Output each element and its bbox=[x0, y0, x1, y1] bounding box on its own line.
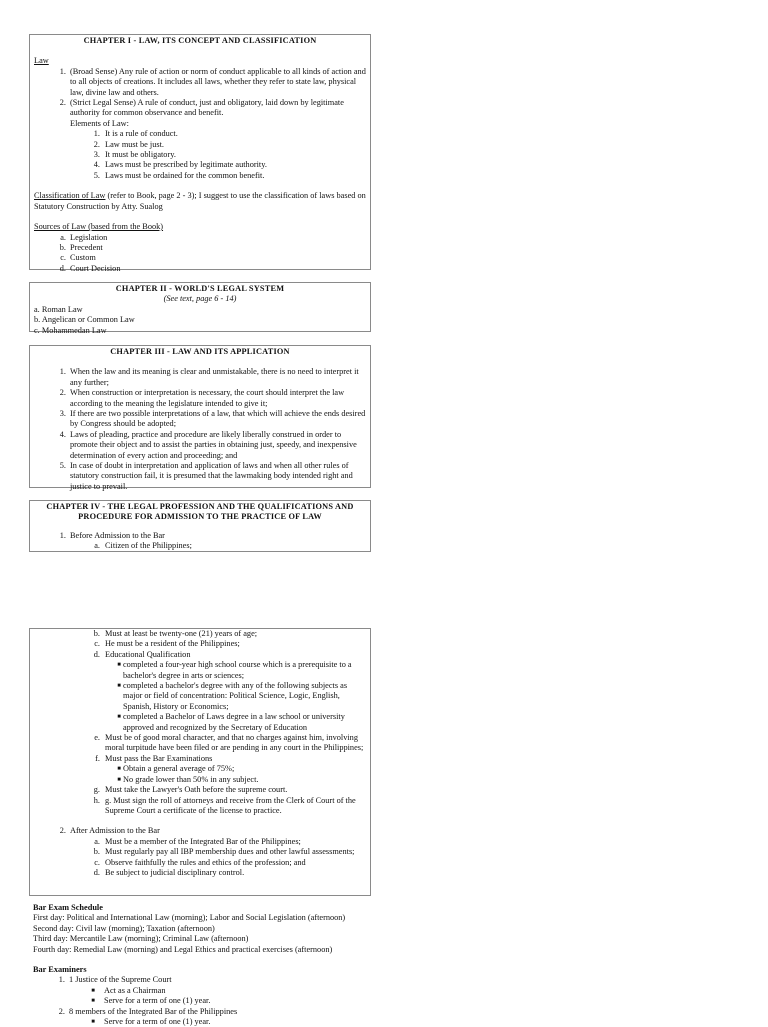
list-item: 3. If there are two possible interpretations of a law, that which will achieve the ends desired by Congress should be adopted; bbox=[59, 409, 366, 429]
list-item: 5. Laws must be ordained for the common benefit. bbox=[93, 170, 265, 180]
list-item: a. Must be a member of the Integrated Bar of the Philippines; bbox=[94, 836, 301, 846]
elements-label: Elements of Law: bbox=[70, 118, 129, 128]
list-item: 2. (Strict Legal Sense) A rule of conduct, just and obligatory, laid down by legitimate authority for common observance and benefit. bbox=[59, 98, 344, 118]
list-item: ■ completed a Bachelor of Laws degree in a law school or university approved and recognized by the Secretary of Education bbox=[34, 712, 366, 733]
chapter3-title: CHAPTER III - LAW AND ITS APPLICATION bbox=[110, 347, 290, 356]
bullet-icon: ■ bbox=[117, 776, 121, 783]
list-item: 4. Laws must be prescribed by legitimate authority. bbox=[93, 160, 267, 170]
bullet-icon: ■ bbox=[91, 987, 95, 994]
list-item: 2. Law must be just. bbox=[93, 139, 164, 149]
list-item: 4. Laws of pleading, practice and procedure are likely liberally construed in order to promote their object and to assist the parties in obtaining just, speedy, and inexpensive determination of every action and proceeding; and bbox=[59, 429, 357, 460]
schedule-heading: Bar Exam Schedule bbox=[33, 903, 103, 912]
bullet-icon: ■ bbox=[117, 714, 121, 721]
list-item: g. Must take the Lawyer's Oath before the supreme court. bbox=[93, 785, 288, 795]
list-item: 1. Before Admission to the Bar bbox=[59, 530, 165, 540]
list-item: ■ completed a bachelor's degree with any of the following subjects as major or field of concentration: Political Science, Logic, English, Spanish, History or Economics; bbox=[34, 681, 366, 712]
chapter3-box bbox=[29, 345, 371, 491]
examiners-heading: Bar Examiners bbox=[33, 965, 87, 975]
list-item: c. Mohammedan Law bbox=[34, 325, 107, 335]
list-item: c. Observe faithfully the rules and ethics of the profession; and bbox=[94, 857, 306, 867]
list-item: 1. When the law and its meaning is clear and unmistakable, there is no need to interpret it any further; bbox=[59, 367, 359, 387]
list-item: a. Citizen of the Philippines; bbox=[94, 541, 192, 551]
chapter1-box bbox=[29, 34, 371, 273]
list-item: ■ Serve for a term of one (1) year. bbox=[33, 1017, 383, 1027]
list-item: Fourth day: Remedial Law (morning) and Legal Ethics and practical exercises (afternoon) bbox=[33, 944, 333, 954]
list-item: d. Educational Qualification bbox=[93, 649, 191, 659]
chapter2-subtitle: (See text, page 6 - 14) bbox=[163, 294, 237, 304]
list-item: c. He must be a resident of the Philippines; bbox=[94, 639, 240, 649]
classification-paragraph: Classification of Law (refer to Book, page 2 - 3); I suggest to use the classification of laws based on Statutory Construction by Atty. Sualog bbox=[34, 191, 366, 211]
list-item: Third day: Mercantile Law (morning); Criminal Law (afternoon) bbox=[33, 934, 249, 944]
sources-heading: Sources of Law (based from the Book) bbox=[34, 222, 164, 232]
law-heading: Law bbox=[34, 56, 49, 66]
list-item: f. Must pass the Bar Examinations bbox=[95, 753, 213, 763]
list-item: d. Court Decision bbox=[59, 263, 121, 273]
list-item: c. Custom bbox=[60, 253, 96, 263]
list-item: 3. It must be obligatory. bbox=[93, 150, 176, 160]
list-item: 1. It is a rule of conduct. bbox=[93, 129, 178, 139]
list-item: 2. When construction or interpretation is necessary, the court should interpret the law according to the meaning the legislature intended to give it; bbox=[59, 388, 345, 408]
list-item: First day: Political and International Law (morning); Labor and Social Legislation (afternoon) bbox=[33, 913, 346, 923]
list-item: h. g. Must sign the roll of attorneys and receive from the Clerk of Court of the Supreme Court a certificate of the license to practice. bbox=[93, 795, 356, 815]
chapter2-title: CHAPTER II - WORLD'S LEGAL SYSTEM bbox=[115, 284, 285, 293]
list-item: 5. In case of doubt in interpretation and application of laws and when all other rules of statutory construction fail, it is presumed that the lawmaking body intended right and justice to prevail. bbox=[59, 461, 353, 491]
list-item: a. Legislation bbox=[60, 232, 108, 242]
list-item: 2. After Admission to the Bar bbox=[59, 826, 160, 836]
list-item: d. Be subject to judicial disciplinary control. bbox=[93, 867, 245, 877]
list-item: ■ completed a four-year high school course which is a prerequisite to a bachelor's degree in arts or sciences; bbox=[34, 660, 366, 681]
list-item: a. Roman Law bbox=[34, 304, 83, 314]
list-item: b. Angelican or Common Law bbox=[34, 315, 135, 325]
bullet-icon: ■ bbox=[91, 1019, 95, 1026]
list-item: 2. 8 members of the Integrated Bar of the Philippines bbox=[58, 1006, 238, 1016]
list-item: ■ Obtain a general average of 75%; bbox=[34, 764, 366, 774]
chapter4-continued-box bbox=[29, 628, 371, 896]
list-item: 1. 1 Justice of the Supreme Court bbox=[58, 975, 172, 985]
list-item: 1. (Broad Sense) Any rule of action or norm of conduct applicable to all kinds of action and to all objects of creations. It includes all laws, whether they refer to state law, physical law, divine law and others. bbox=[59, 66, 366, 97]
list-item: ■ Serve for a term of one (1) year. bbox=[33, 996, 383, 1006]
bullet-icon: ■ bbox=[117, 683, 121, 690]
list-item: b. Must at least be twenty-one (21) years of age; bbox=[93, 629, 258, 638]
bullet-icon: ■ bbox=[117, 662, 121, 669]
bar-info-section bbox=[33, 903, 383, 1027]
chapter2-box bbox=[29, 282, 371, 335]
list-item: Second day: Civil law (morning); Taxation (afternoon) bbox=[33, 923, 215, 933]
list-item: ■ Act as a Chairman bbox=[33, 986, 383, 996]
list-item: ■ No grade lower than 50% in any subject. bbox=[34, 775, 366, 785]
bullet-icon: ■ bbox=[91, 998, 95, 1005]
chapter4-box bbox=[29, 500, 371, 552]
bullet-icon: ■ bbox=[117, 766, 121, 773]
chapter1-title: CHAPTER I - LAW, ITS CONCEPT AND CLASSIFICATION bbox=[83, 36, 317, 45]
chapter4-title: CHAPTER IV - THE LEGAL PROFESSION AND THE QUALIFICATIONS AND PROCEDURE FOR ADMISSION TO THE PRACTICE OF LAW bbox=[46, 502, 354, 522]
list-item: e. Must be of good moral character, and that no charges against him, involving moral turpitude have been filed or are pending in any court in the Philippines; bbox=[94, 733, 364, 753]
list-item: b. Precedent bbox=[59, 242, 103, 252]
list-item: b. Must regularly pay all IBP membership dues and other lawful assessments; bbox=[93, 847, 355, 857]
